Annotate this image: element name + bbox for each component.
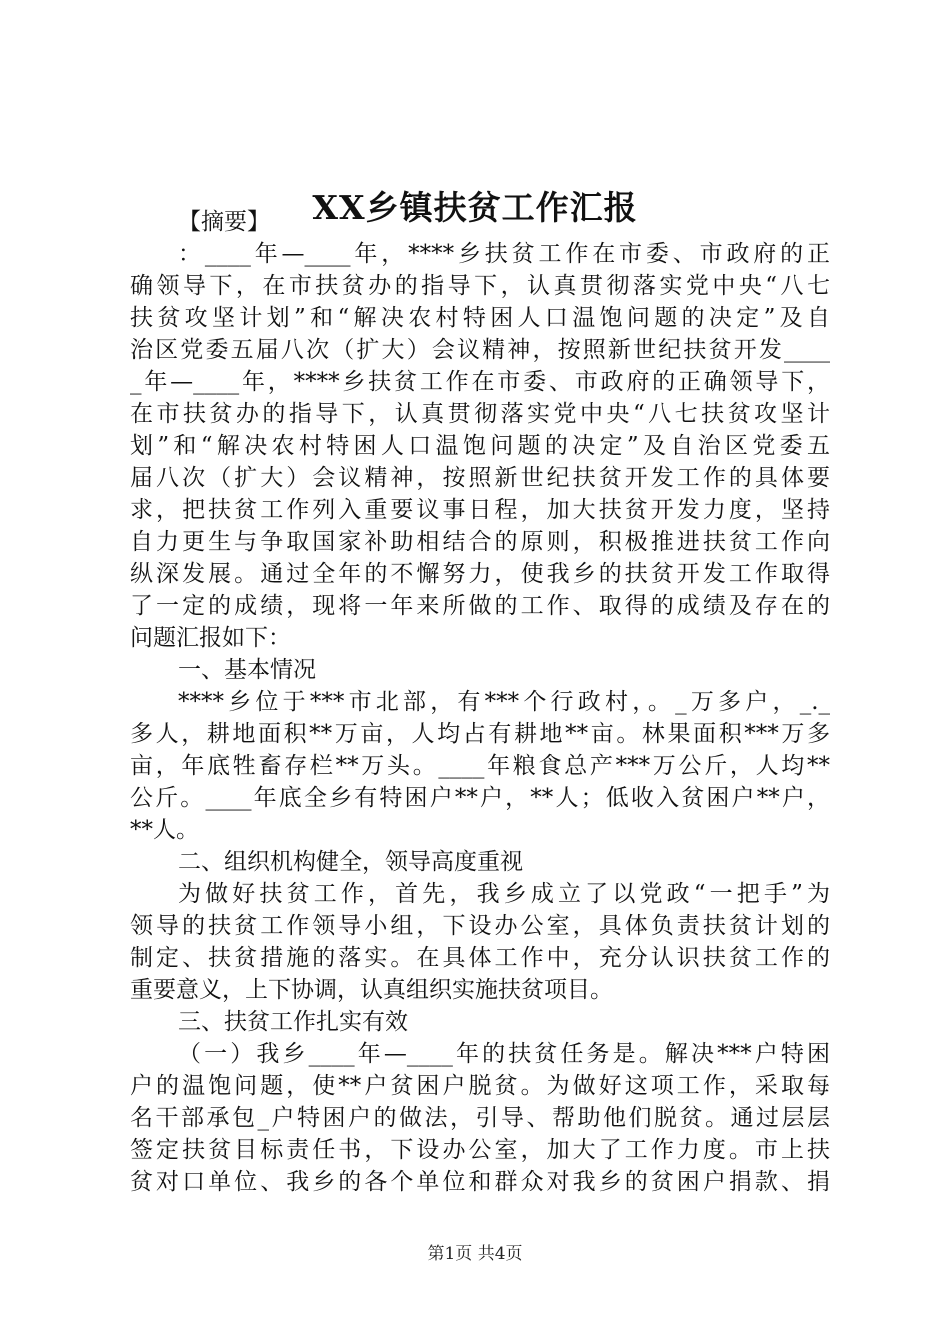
paragraph-line: 多人，耕地面积**万亩，人均占有耕地**亩。林果面积***万多 xyxy=(130,721,830,747)
paragraph-line: 亩，年底牲畜存栏**万头。____年粮食总产***万公斤，人均** xyxy=(130,753,830,779)
document-title: XX乡镇扶贫工作汇报 xyxy=(312,188,638,227)
paragraph-line: 名干部承包_户特困户的做法，引导、帮助他们脱贫。通过层层 xyxy=(130,1105,830,1131)
section-heading: 一、基本情况 xyxy=(178,657,316,683)
paragraph-line: 确领导下，在市扶贫办的指导下，认真贯彻落实党中央“八七 xyxy=(130,273,830,299)
page-number-footer: 第1页 共4页 xyxy=(427,1244,523,1264)
paragraph-line: 在市扶贫办的指导下，认真贯彻落实党中央“八七扶贫攻坚计 xyxy=(130,401,830,427)
abstract-heading: 【摘要】 xyxy=(178,209,270,235)
paragraph-line: 了一定的成绩，现将一年来所做的工作、取得的成绩及存在的 xyxy=(130,593,830,619)
paragraph-line: 公斤。____年底全乡有特困户**户，**人；低收入贫困户**户， xyxy=(130,785,830,811)
paragraph-line: 纵深发展。通过全年的不懈努力，使我乡的扶贫开发工作取得 xyxy=(130,561,830,587)
paragraph-line: **人。 xyxy=(130,817,199,843)
paragraph-line: 届八次（扩大）会议精神，按照新世纪扶贫开发工作的具体要 xyxy=(130,465,830,491)
paragraph-line: 重要意义，上下协调，认真组织实施扶贫项目。 xyxy=(130,977,613,1003)
paragraph-line: 扶贫攻坚计划”和“解决农村特困人口温饱问题的决定”及自 xyxy=(130,305,830,331)
paragraph-line: ****乡位于***市北部，有***个行政村，。_万多户，_._ xyxy=(178,689,830,715)
paragraph-line: 户的温饱问题，使**户贫困户脱贫。为做好这项工作，采取每 xyxy=(130,1073,830,1099)
paragraph-line: （一）我乡____年—____年的扶贫任务是。解决***户特困 xyxy=(178,1041,830,1067)
paragraph-line: 划”和“解决农村特困人口温饱问题的决定”及自治区党委五 xyxy=(130,433,830,459)
paragraph-line: 治区党委五届八次（扩大）会议精神，按照新世纪扶贫开发____ xyxy=(130,337,830,363)
paragraph-line: 贫对口单位、我乡的各个单位和群众对我乡的贫困户捐款、捐 xyxy=(130,1169,830,1195)
paragraph-line: 问题汇报如下： xyxy=(130,625,291,651)
paragraph-line: ：____年—____年，****乡扶贫工作在市委、市政府的正 xyxy=(178,241,830,267)
paragraph-line: 为做好扶贫工作，首先，我乡成立了以党政“一把手”为 xyxy=(178,881,830,907)
paragraph-line: 领导的扶贫工作领导小组，下设办公室，具体负责扶贫计划的 xyxy=(130,913,830,939)
paragraph-line: 自力更生与争取国家补助相结合的原则，积极推进扶贫工作向 xyxy=(130,529,830,555)
paragraph-line: 制定、扶贫措施的落实。在具体工作中，充分认识扶贫工作的 xyxy=(130,945,830,971)
section-heading: 二、组织机构健全，领导高度重视 xyxy=(178,849,523,875)
section-heading: 三、扶贫工作扎实有效 xyxy=(178,1009,408,1035)
paragraph-line: 求，把扶贫工作列入重要议事日程，加大扶贫开发力度，坚持 xyxy=(130,497,830,523)
paragraph-line: _年—____年，****乡扶贫工作在市委、市政府的正确领导下， xyxy=(130,369,830,395)
paragraph-line: 签定扶贫目标责任书，下设办公室，加大了工作力度。市上扶 xyxy=(130,1137,830,1163)
